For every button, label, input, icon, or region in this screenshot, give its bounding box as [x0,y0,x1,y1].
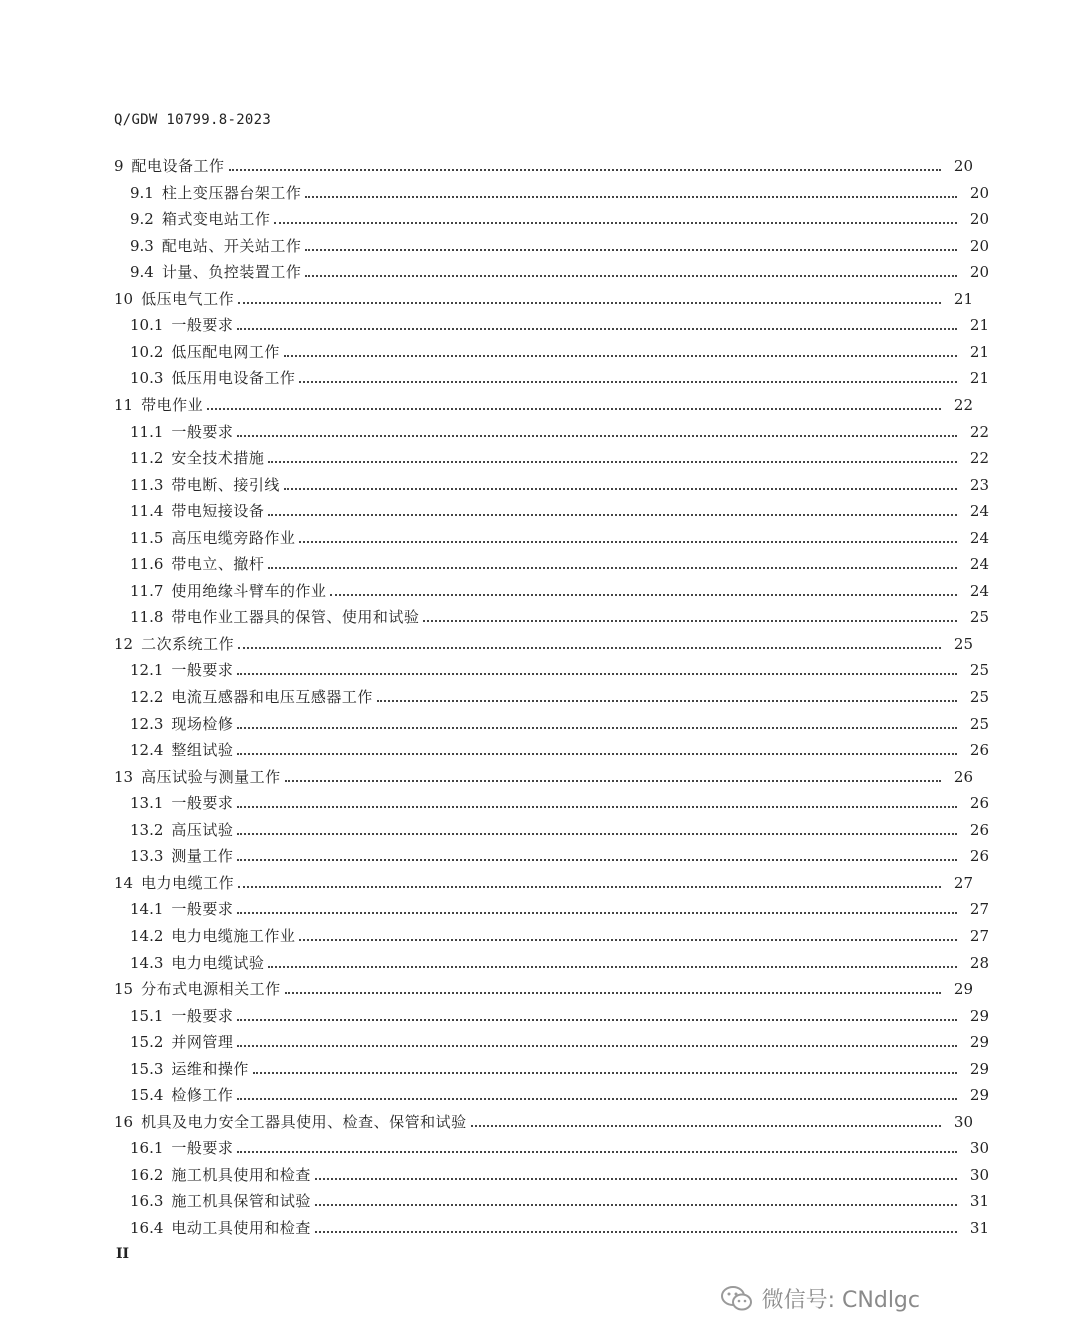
toc-number: 11.6 [130,555,164,574]
toc-dot-leader [237,1138,957,1158]
toc-page-number: 31 [969,1192,989,1211]
wechat-icon [720,1285,754,1313]
toc-number: 10 [114,289,134,308]
toc-page-number: 23 [969,475,989,494]
toc-number: 15.1 [130,1006,164,1025]
toc-number: 9.4 [130,263,154,282]
toc-dot-leader [237,1032,957,1052]
toc-dot-leader [207,395,941,415]
toc-page-number: 26 [969,794,989,813]
toc-chapter-row[interactable] [0,973,1064,999]
toc-dot-leader [237,899,957,919]
toc-title: 柱上变压器台架工作 [161,183,302,202]
toc-section-row[interactable] [0,1159,1080,1185]
toc-number: 14.3 [130,953,164,972]
toc-dot-leader [268,953,957,973]
toc-title: 运维和操作 [171,1059,249,1078]
toc-section-row[interactable] [0,336,1080,362]
toc-section-row[interactable] [0,548,1080,574]
toc-section-row[interactable] [0,920,1080,946]
toc-page-number: 25 [969,661,989,680]
toc-section-row[interactable] [0,893,1080,919]
toc-title: 箱式变电站工作 [161,210,271,229]
toc-section-row[interactable] [0,1132,1080,1158]
toc-page-number: 24 [969,581,989,600]
toc-dot-leader [253,1059,957,1079]
toc-chapter-row[interactable] [0,628,1064,654]
toc-dot-leader [238,289,941,309]
toc-section-row[interactable] [0,601,1080,627]
toc-dot-leader [238,634,941,654]
toc-title: 高压试验与测量工作 [141,767,281,786]
toc-number: 16.1 [130,1139,164,1158]
toc-section-row[interactable] [0,787,1080,813]
toc-number: 11.8 [130,608,164,627]
toc-title: 检修工作 [171,1086,234,1105]
toc-page-number: 28 [969,953,989,972]
toc-dot-leader [285,767,941,787]
toc-page-number: 29 [969,1006,989,1025]
toc-title: 带电立、撤杆 [171,555,265,574]
toc-dot-leader [299,528,957,548]
toc-dot-leader [299,926,957,946]
toc-dot-leader [285,979,941,999]
toc-dot-leader [237,1006,957,1026]
toc-page-number: 29 [969,1033,989,1052]
toc-dot-leader [471,1112,941,1132]
toc-title: 一般要求 [171,1006,234,1025]
toc-dot-leader [305,183,957,203]
toc-section-row[interactable] [0,362,1080,388]
toc-title: 电力电缆工作 [141,873,235,892]
toc-page-number: 22 [969,422,989,441]
toc-section-row[interactable] [0,256,1080,282]
toc-page-number: 27 [969,926,989,945]
toc-title: 电力电缆试验 [171,953,265,972]
toc-page-number: 24 [969,528,989,547]
toc-number: 14.2 [130,926,164,945]
toc-page-number: 22 [969,449,989,468]
toc-page-number: 30 [969,1139,989,1158]
toc-title: 低压配电网工作 [171,342,280,361]
toc-title: 一般要求 [171,1139,234,1158]
toc-title: 一般要求 [171,422,234,441]
toc-number: 15.2 [130,1033,164,1052]
toc-title: 带电断、接引线 [171,475,280,494]
toc-page-number: 29 [969,1086,989,1105]
toc-title: 电流互感器和电压互感器工作 [171,688,373,706]
toc-title: 一般要求 [171,794,234,813]
toc-number: 11.1 [130,422,164,441]
toc-page-number: 29 [969,1059,989,1078]
toc-page-number: 24 [969,555,989,574]
toc-section-row[interactable] [0,575,1080,601]
toc-dot-leader [299,368,957,388]
toc-section-row[interactable] [0,522,1080,548]
toc-page-number: 25 [969,608,989,627]
toc-page-number: 29 [953,980,973,999]
toc-title: 电动工具使用和检查 [171,1219,311,1237]
toc-dot-leader [284,342,957,362]
toc-dot-leader [237,422,957,442]
toc-section-row[interactable] [0,469,1080,495]
toc-page-number: 21 [953,289,973,308]
toc-title: 低压用电设备工作 [171,369,296,388]
toc-page-number: 31 [969,1219,989,1237]
toc-chapter-row[interactable] [0,283,1064,309]
toc-title: 整组试验 [171,741,234,760]
toc-section-row[interactable] [0,177,1080,203]
toc-section-row[interactable] [0,1185,1080,1211]
toc-dot-leader [284,475,957,495]
toc-number: 16 [114,1112,134,1131]
toc-number: 11.5 [130,528,164,547]
toc-title: 机具及电力安全工器具使用、检查、保管和试验 [141,1112,467,1131]
toc-number: 14.1 [130,900,164,919]
toc-dot-leader [237,740,957,760]
toc-number: 15.4 [130,1086,164,1105]
toc-number: 13.3 [130,847,164,866]
toc-number: 10.2 [130,342,164,361]
toc-dot-leader [315,1165,957,1185]
toc-dot-leader [237,793,957,813]
toc-title: 高压试验 [171,820,234,839]
toc-dot-leader [305,236,957,256]
toc-page-number: 25 [969,714,989,733]
toc-number: 13.2 [130,820,164,839]
toc-number: 12.1 [130,661,164,680]
toc-dot-leader [237,660,957,680]
toc-page-number: 21 [969,316,989,335]
toc-dot-leader [315,1191,957,1211]
toc-title: 配电站、开关站工作 [161,236,302,255]
toc-page-number: 26 [969,741,989,760]
toc-section-row[interactable] [0,1079,1080,1105]
toc-title: 二次系统工作 [141,634,235,653]
toc-number: 12.3 [130,714,164,733]
toc-section-row[interactable] [0,681,1080,707]
toc-section-row[interactable] [0,708,1080,734]
toc-section-row[interactable] [0,309,1080,335]
toc-section-row[interactable] [0,840,1080,866]
toc-page-number: 30 [969,1165,989,1184]
toc-dot-leader [305,262,957,282]
toc-number: 15 [114,980,134,999]
toc-dot-leader [237,315,957,335]
toc-section-row[interactable] [0,230,1080,256]
toc-title: 使用绝缘斗臂车的作业 [171,581,327,600]
toc-dot-leader [268,448,957,468]
toc-dot-leader [423,607,957,627]
toc-title: 配电设备工作 [131,157,225,175]
toc-section-row[interactable] [0,416,1080,442]
toc-title: 施工机具保管和试验 [171,1192,311,1211]
toc-page-number: 26 [953,767,973,786]
toc-dot-leader [268,501,957,521]
toc-page-number: 25 [953,634,973,653]
toc-title: 现场检修 [171,714,234,733]
toc-page-number: 25 [969,688,989,706]
toc-page-number: 20 [953,157,973,175]
toc-title: 电力电缆施工作业 [171,926,296,945]
toc-section-row[interactable] [0,654,1080,680]
toc-section-row[interactable] [0,495,1080,521]
toc-section-row[interactable] [0,442,1080,468]
watermark-text: 微信号: CNdlgc [761,1288,920,1313]
toc-title: 计量、负控装置工作 [161,263,302,282]
toc-dot-leader [330,581,957,601]
toc-number: 9.3 [130,236,154,255]
toc-page-number: 22 [953,395,973,414]
toc-page-number: 30 [953,1112,973,1131]
toc-number: 11.4 [130,502,164,521]
toc-number: 16.4 [130,1219,164,1237]
toc-section-row[interactable] [0,1026,1080,1052]
toc-number: 12.4 [130,741,164,760]
toc-chapter-row[interactable] [0,761,1064,787]
toc-section-row[interactable] [0,814,1080,840]
toc-dot-leader [237,714,957,734]
toc-dot-leader [238,873,941,893]
toc-dot-leader [274,209,957,229]
toc-page-number: 27 [953,873,973,892]
toc-page-number: 21 [969,342,989,361]
toc-dot-leader [268,554,957,574]
toc-dot-leader [237,820,957,840]
toc-page-number: 20 [969,183,989,202]
toc-number: 11.3 [130,475,164,494]
toc-page-number: 20 [969,263,989,282]
toc-title: 测量工作 [171,847,234,866]
toc-number: 16.3 [130,1192,164,1211]
toc-chapter-row[interactable] [0,389,1064,415]
toc-number: 10.1 [130,316,164,335]
page-number: II [116,1246,130,1262]
toc-dot-leader [315,1218,957,1238]
toc-title: 施工机具使用和检查 [171,1165,311,1184]
toc-title: 带电短接设备 [171,502,265,521]
toc-number: 14 [114,873,134,892]
toc-chapter-row[interactable] [0,150,1064,176]
toc-page-number: 27 [969,900,989,919]
document-id: Q/GDW 10799.8-2023 [114,112,272,128]
toc-number: 11.2 [130,449,164,468]
toc-page-number: 20 [969,236,989,255]
toc-section-row[interactable] [0,1212,1080,1238]
toc-number: 15.3 [130,1059,164,1078]
toc-title: 一般要求 [171,900,234,919]
toc-section-row[interactable] [0,947,1080,973]
toc-number: 13 [114,767,134,786]
toc-title: 高压电缆旁路作业 [171,528,296,547]
toc-title: 分布式电源相关工作 [141,980,281,999]
toc-title: 一般要求 [171,661,234,680]
toc-title: 并网管理 [171,1033,234,1052]
toc-dot-leader [377,687,957,707]
toc-title: 带电作业 [141,395,204,414]
toc-section-row[interactable] [0,1000,1080,1026]
toc-page-number: 21 [969,369,989,388]
toc-section-row[interactable] [0,1053,1080,1079]
toc-page-number: 26 [969,847,989,866]
toc-number: 9 [114,157,124,175]
toc-dot-leader [237,846,957,866]
toc-chapter-row[interactable] [0,1106,1064,1132]
watermark [720,1283,920,1314]
toc-section-row[interactable] [0,734,1080,760]
toc-dot-leader [237,1085,957,1105]
toc-number: 11 [114,395,134,414]
toc-page-number: 20 [969,210,989,229]
toc-section-row[interactable] [0,203,1080,229]
toc-page-number: 24 [969,502,989,521]
toc-number: 12 [114,634,134,653]
toc-number: 11.7 [130,581,164,600]
toc-page-number: 26 [969,820,989,839]
toc-chapter-row[interactable] [0,867,1064,893]
toc-title: 低压电气工作 [141,289,235,308]
toc-number: 16.2 [130,1165,164,1184]
toc-title: 安全技术措施 [171,449,265,468]
toc-number: 9.1 [130,183,154,202]
toc-number: 13.1 [130,794,164,813]
toc-number: 12.2 [130,688,164,706]
toc-number: 10.3 [130,369,164,388]
toc-title: 带电作业工器具的保管、使用和试验 [171,608,420,627]
toc-number: 9.2 [130,210,154,229]
toc-dot-leader [229,156,941,176]
toc-title: 一般要求 [171,316,234,335]
